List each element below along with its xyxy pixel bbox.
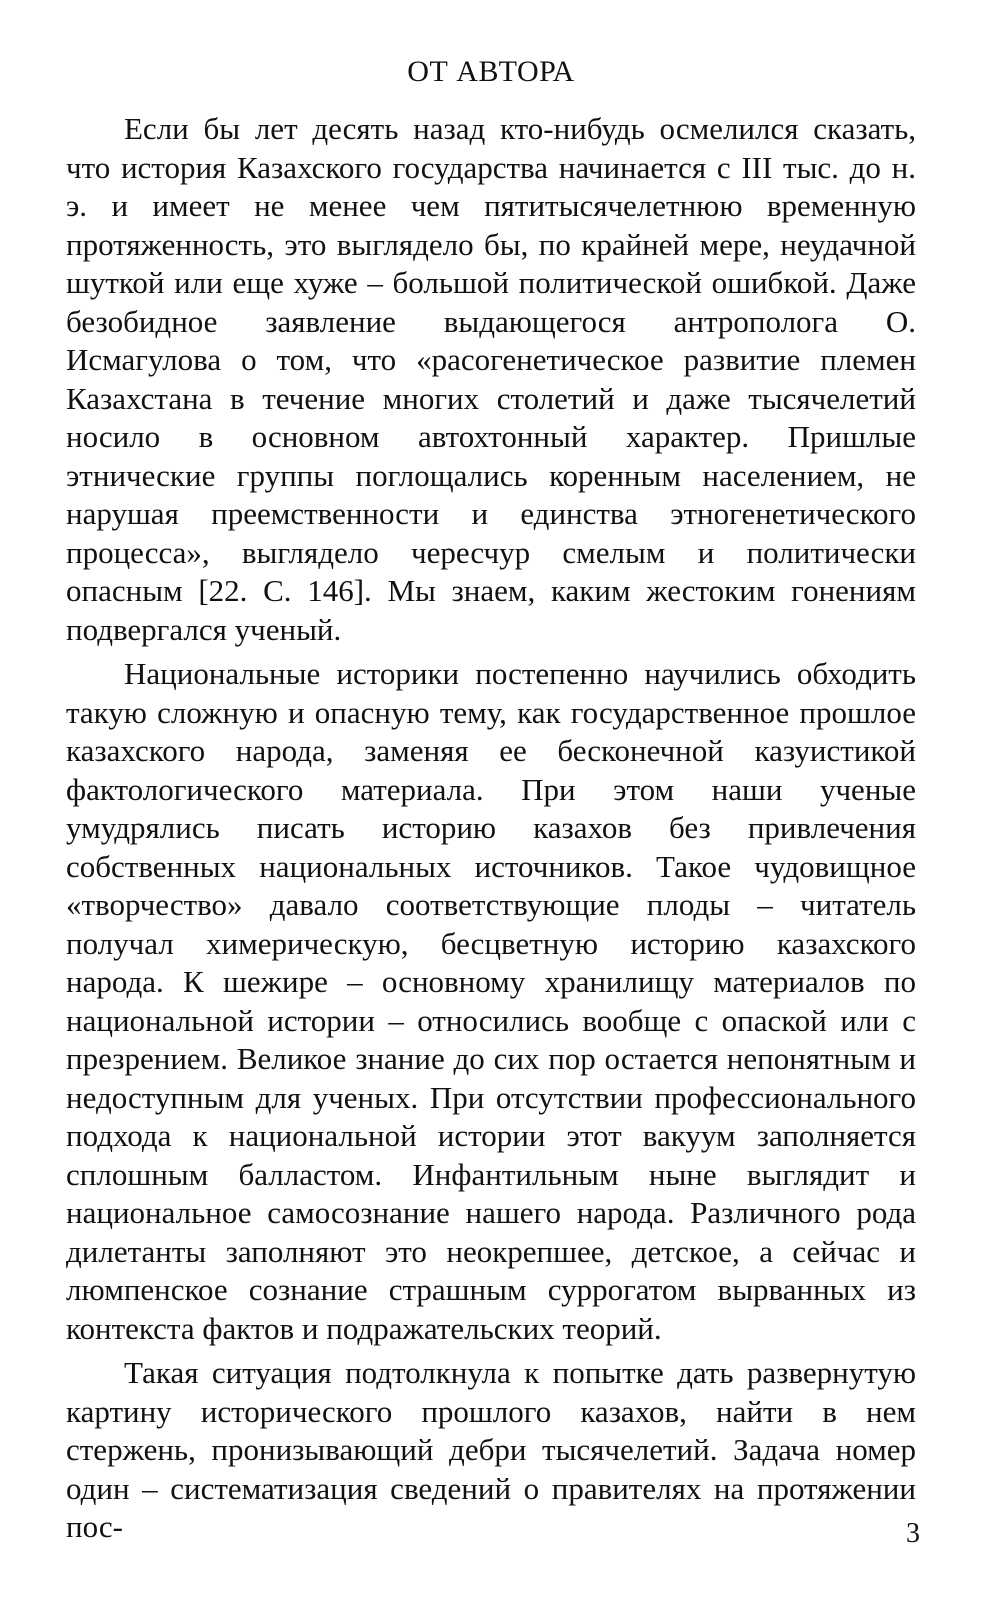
paragraph-1: Если бы лет десять назад кто-нибудь осмелился сказать, что история Казахского государства начинается с III тыс. до н. э. и имеет не менее чем пятитысячелетнюю временную протяженность, это выглядело бы, по крайней мере, неудачной шуткой или еще хуже – большой политической ошибкой. Даже безобидное заявление выдающегося антрополога О. Исмагулова о том, что «расогенетическое развитие племен Казахстана в течение многих столетий и даже тысячелетий носило в основном автохтонный характер. Пришлые этнические группы поглощались коренным населением, не нарушая преемственности и единства этногенетического процесса», выглядело чересчур смелым и политически опасным [22. С. 146]. Мы знаем, каким жестоким гонениям подвергался ученый. (66, 111, 916, 647)
paragraph-3: Такая ситуация подтолкнула к попытке дать развернутую картину исторического прошлого казахов, найти в нем стержень, пронизывающий дебри тысячелетий. Задача номер один – систематизация сведений о правителях на протяжении пос- (66, 1355, 916, 1544)
chapter-title: ОТ АВТОРА (407, 55, 575, 88)
paragraph-2: Национальные историки постепенно научились обходить такую сложную и опасную тему, как государственное прошлое казахского народа, заменяя ее бесконечной казуистикой фактологического материала. При этом наши ученые умудрялись писать историю казахов без привлечения собственных национальных источников. Такое чудовищное «творчество» давало соответствующие плоды – читатель получал химерическую, бесцветную историю казахского народа. К шежире – основному хранилищу материалов по национальной истории – относились вообще с опаской или с презрением. Великое знание до сих пор остается непонятным и недоступным для ученых. При отсутствии профессионального подхода к национальной истории этот вакуум заполняется сплошным балластом. Инфантильным ныне выглядит и национальное самосознание нашего народа. Различного рода дилетанты заполняют это неокрепшее, детское, а сейчас и люмпенское сознание страшным суррогатом вырванных из контекста фактов и подражательских теорий. (66, 656, 916, 1346)
page-number: 3 (906, 1518, 920, 1549)
book-page (66, 42, 916, 1572)
